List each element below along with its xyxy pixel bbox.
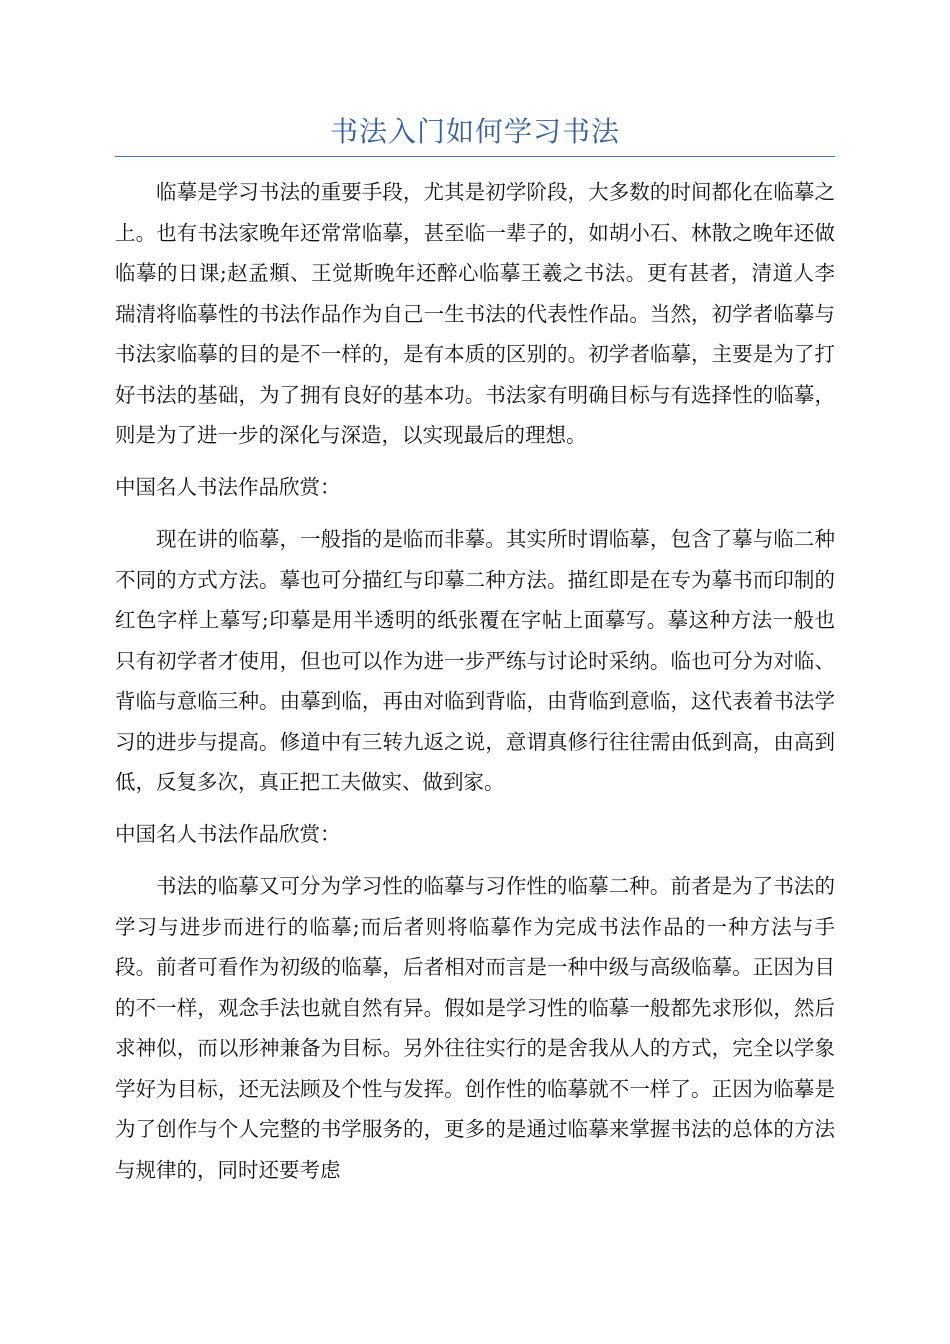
paragraph-2: 现在讲的临摹，一般指的是临而非摹。其实所时谓临摹，包含了摹与临二种不同的方式方法。摹也可分描红与印摹二种方法。描红即是在专为摹书而印制的红色字样上摹写;印摹是用半透明的纸张覆在字帖上面摹写。摹这种方法一般也只有初学者才使用，但也可以作为进一步严练与讨论时采纳。临也可分为对临、背临与意临三种。由摹到临，再由对临到背临，由背临到意临，这代表着书法学习的进步与提高。修道中有三转九返之说，意谓真修行往往需由低到高，由高到低，反复多次，真正把工夫做实、做到家。 (115, 527, 835, 794)
title-block (115, 112, 835, 157)
section-label-1: 中国名人书法作品欣赏： (115, 474, 341, 499)
document-body (115, 172, 835, 1190)
section-label-2: 中国名人书法作品欣赏： (115, 821, 341, 846)
paragraph-1: 临摹是学习书法的重要手段，尤其是初学阶段，大多数的时间都化在临摹之上。也有书法家晚年还常常临摹，甚至临一辈子的，如胡小石、林散之晚年还做临摹的日课;赵孟頫、王觉斯晚年还醉心临摹王羲之书法。更有甚者，清道人李瑞清将临摹性的书法作品作为自己一生书法的代表性作品。当然，初学者临摹与书法家临摹的目的是不一样的，是有本质的区别的。初学者临摹，主要是为了打好书法的基础，为了拥有良好的基本功。书法家有明确目标与有选择性的临摹，则是为了进一步的深化与深造，以实现最后的理想。 (115, 180, 835, 447)
document-title: 书法入门如何学习书法 (329, 115, 620, 148)
paragraph-3: 书法的临摹又可分为学习性的临摹与习作性的临摹二种。前者是为了书法的学习与进步而进行的临摹;而后者则将临摹作为完成书法作品的一种方法与手段。前者可看作为初级的临摹，后者相对而言是一种中级与高级临摹。正因为目的不一样，观念手法也就自然有异。假如是学习性的临摹一般都先求形似，然后求神似，而以形神兼备为目标。另外往往实行的是舍我从人的方式，完全以学象学好为目标，还无法顾及个性与发挥。创作性的临摹就不一样了。正因为临摹是为了创作与个人完整的书学服务的，更多的是通过临摹来掌握书法的总体的方法与规律的，同时还要考虑 (115, 874, 835, 1182)
